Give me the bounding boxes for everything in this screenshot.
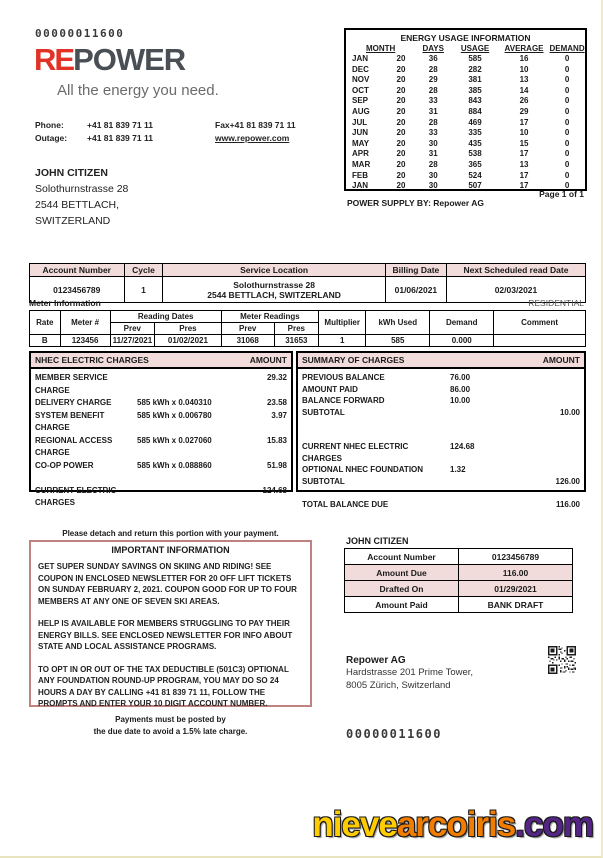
service-location-line: Solothurnstrasse 28: [233, 279, 315, 290]
payment-label: Drafted On: [345, 581, 459, 597]
summary-charges-box: [296, 351, 586, 509]
site-watermark: [312, 805, 593, 845]
summary-charges-body: [298, 369, 584, 510]
charge-amount: 23.58: [266, 398, 287, 407]
cell: 31: [428, 106, 438, 116]
cell: MAR: [352, 159, 371, 169]
cell: 16: [519, 54, 529, 63]
contact-row: [35, 120, 296, 133]
power-supply-by: POWER SUPPLY BY: Repower AG: [347, 198, 484, 208]
service-location-header: Service Location: [163, 264, 385, 277]
account-number-value: 0123456789: [30, 277, 125, 303]
account-header-row: [30, 264, 586, 277]
summary-amount: 126.00: [555, 476, 580, 486]
repower-logo: [34, 42, 185, 78]
logo-tagline: All the energy you need.: [57, 82, 219, 99]
col-average: AVERAGE: [504, 44, 544, 53]
cell: 20: [396, 128, 406, 138]
remit-address-line: Hardstrasse 201 Prime Tower,: [346, 667, 474, 678]
cell: 0: [564, 75, 570, 85]
summary-label: TOTAL BALANCE DUE: [302, 499, 389, 509]
payment-customer-name: JOHN CITIZEN: [346, 536, 409, 546]
cell: 0: [564, 138, 570, 148]
cell: 0: [564, 64, 570, 74]
summary-amount: [528, 384, 580, 396]
payment-value: 116.00: [459, 565, 573, 581]
cycle-header: Cycle: [124, 264, 163, 277]
comment-header: Comment: [494, 311, 586, 335]
usage-row: [346, 160, 585, 171]
rate-header: Rate: [30, 311, 61, 335]
summary-label: SUBTOTAL: [302, 407, 345, 417]
phone-label: Phone:: [35, 120, 64, 130]
multiplier-header: Multiplier: [319, 311, 366, 335]
cell: 10: [519, 128, 529, 138]
remit-address-block: [346, 655, 473, 692]
logo-power-text: POWER: [73, 42, 186, 77]
summary-row-spacer: [302, 430, 580, 442]
cell: 33: [428, 128, 438, 138]
usage-row: [346, 86, 585, 97]
mr-prev-value: 31068: [221, 335, 274, 347]
customer-name: JOHN CITIZEN: [35, 167, 108, 179]
cell: NOV: [352, 75, 370, 85]
usage-row: [346, 128, 585, 139]
charge-amount: 15.83: [266, 435, 287, 445]
customer-address-line: 2544 BETTLACH,: [35, 199, 120, 211]
reading-dates-header: Reading Dates: [110, 311, 221, 323]
summary-mid: [450, 476, 528, 488]
watermark-dot-com: .com: [515, 805, 593, 844]
charge-label: CURRENT ELECTRIC CHARGES: [35, 485, 117, 507]
cell: 17: [519, 181, 529, 191]
late-charge-line: the due date to avoid a 1.5% late charge.: [93, 727, 248, 736]
energy-header-row: [346, 43, 585, 54]
payment-summary-table: [344, 548, 573, 613]
summary-mid: [450, 407, 528, 419]
payment-value: BANK DRAFT: [459, 597, 573, 613]
important-info-paragraph: TO OPT IN OR OUT OF THE TAX DEDUCTIBLE (501C3) OPTIONAL ANY FOUNDATION ROUND-UP PROGRAM, YOU MAY DO SO 24 HOURS A DAY BY CALLING +41 81 839 71 11, FOLLOW THE PROMPTS AND ENTER YOUR 10 DIGIT ACCOUNT NUMBER.: [38, 664, 289, 708]
cell: 36: [428, 54, 438, 63]
charge-label: REGIONAL ACCESS CHARGE: [35, 435, 113, 457]
cell: FEB: [352, 170, 368, 180]
cell: 14: [519, 85, 529, 95]
mr-pres-header: Pres: [274, 323, 318, 335]
cell: 884: [468, 106, 482, 116]
payment-row: [345, 565, 573, 581]
summary-mid: 76.00: [450, 373, 471, 382]
outage-value: +41 81 839 71 11: [87, 133, 153, 143]
cell: 0: [564, 85, 570, 95]
comment-value: [494, 335, 586, 347]
cell: AUG: [352, 106, 370, 116]
payment-row: [345, 581, 573, 597]
rate-value: B: [30, 335, 61, 347]
watermark-arcoiris: arcoiris: [396, 805, 516, 844]
cell: 507: [468, 181, 482, 191]
summary-row: [302, 499, 580, 511]
meter-value-row: [30, 335, 586, 347]
nhec-charges-title: NHEC ELECTRIC CHARGES: [35, 355, 149, 365]
meter-header-row: [30, 311, 586, 323]
charge-calc: 585 kWh x 0.040310: [137, 398, 212, 407]
outage-label: Outage:: [35, 133, 68, 143]
charge-label: CO-OP POWER: [35, 460, 94, 470]
cell: JAN: [352, 181, 369, 191]
cell: 385: [468, 85, 482, 95]
charge-row-spacer: [35, 472, 287, 485]
summary-label: AMOUNT PAID: [302, 384, 358, 394]
meter-information-label: Meter Information: [29, 298, 101, 308]
customer-address-line: Solothurnstrasse 28: [35, 183, 129, 195]
customer-address-block: [35, 165, 128, 229]
fax-value: Fax+41 81 839 71 11: [215, 120, 296, 130]
cell: 0: [564, 128, 570, 138]
summary-row: [302, 464, 580, 476]
usage-row: [346, 75, 585, 86]
charge-row: [35, 435, 287, 460]
energy-usage-title: ENERGY USAGE INFORMATION: [400, 33, 531, 43]
col-days: DAYS: [422, 44, 444, 53]
summary-mid: 86.00: [450, 384, 471, 394]
cell: 17: [519, 149, 529, 159]
cell: MAY: [352, 138, 370, 148]
summary-row-spacer: [302, 487, 580, 499]
summary-row: [302, 441, 580, 464]
cell: 17: [519, 170, 529, 180]
cell: 13: [519, 75, 529, 85]
cell: 28: [428, 64, 438, 74]
residential-label: RESIDENTIAL: [528, 298, 584, 308]
cell: 0: [564, 96, 570, 106]
payment-label: Account Number: [345, 549, 459, 565]
rd-prev-header: Prev: [110, 323, 154, 335]
cell: 20: [396, 64, 406, 74]
mr-pres-value: 31653: [274, 335, 318, 347]
summary-row: [302, 384, 580, 396]
payment-value: 0123456789: [459, 549, 573, 565]
cell: 20: [396, 54, 406, 63]
charge-calc: 585 kWh x 0.027060: [137, 435, 212, 445]
meter-table: [29, 310, 586, 347]
summary-amount: 10.00: [559, 407, 580, 417]
summary-row-spacer: [302, 418, 580, 430]
charge-row: [35, 460, 287, 473]
summary-row: [302, 407, 580, 419]
summary-mid: [450, 499, 528, 511]
cell: 0: [564, 106, 570, 116]
cell: 365: [468, 159, 482, 169]
charge-row: [35, 485, 287, 510]
summary-label: BALANCE FORWARD: [302, 396, 385, 405]
summary-charges-title: SUMMARY OF CHARGES: [302, 355, 405, 365]
cell: JUN: [352, 128, 369, 138]
charge-amount: 29.32: [266, 373, 287, 382]
summary-mid: 124.68: [450, 442, 475, 451]
charge-amount: 124.68: [262, 485, 287, 495]
cell: 28: [428, 117, 438, 127]
summary-label: SUBTOTAL: [302, 476, 345, 486]
rd-prev-value: 11/27/2021: [110, 335, 154, 347]
usage-row: [346, 54, 585, 65]
payment-value: 01/29/2021: [459, 581, 573, 597]
summary-label: PREVIOUS BALANCE: [302, 373, 385, 382]
cell: 29: [428, 75, 438, 85]
cell: 538: [468, 149, 482, 159]
col-month: MONTH: [365, 44, 396, 53]
cell: 13: [519, 159, 529, 169]
summary-amount: [528, 441, 580, 464]
charge-label: MEMBER SERVICE CHARGE: [35, 373, 108, 395]
cell: OCT: [352, 85, 369, 95]
cell: 20: [396, 170, 406, 180]
energy-usage-grid: [346, 43, 585, 192]
col-usage: USAGE: [460, 44, 490, 53]
usage-row: [346, 65, 585, 76]
cell: 26: [519, 96, 529, 106]
summary-row: [302, 395, 580, 407]
col-demand: DEMAND: [549, 44, 585, 53]
cell: 20: [396, 96, 406, 106]
cell: 0: [564, 149, 570, 159]
account-value-row: [30, 277, 586, 303]
charge-calc: [137, 372, 237, 397]
cell: 282: [468, 64, 482, 74]
usage-row: [346, 149, 585, 160]
charge-calc: 585 kWh x 0.006780: [137, 410, 212, 420]
charge-row: [35, 397, 287, 410]
charge-row: [35, 410, 287, 435]
cell: JUL: [352, 117, 368, 127]
energy-usage-table: [344, 28, 587, 191]
meter-number-header: Meter #: [60, 311, 110, 335]
cell: 335: [468, 128, 482, 138]
service-location-line: 2544 BETTLACH, SWITZERLAND: [207, 289, 341, 300]
mr-prev-header: Prev: [221, 323, 274, 335]
rd-pres-header: Pres: [155, 323, 222, 335]
demand-value: 0.000: [430, 335, 494, 347]
top-barcode-number: 00000011600: [35, 27, 125, 40]
important-info-paragraph: GET SUPER SUNDAY SAVINGS ON SKIING AND RIDING! SEE COUPON IN ENCLOSED NEWSLETTER FOR 20 OFF LIFT TICKETS ON SUNDAY FEBRUARY 2, 2021. COUPON GOOD FOR UP TO FOUR MEMBERS AT ANY ONE OF SEVEN SKI AREAS.: [38, 562, 297, 606]
cell: 20: [396, 181, 406, 191]
payment-row: [345, 549, 573, 565]
cell: 10: [519, 64, 529, 74]
rd-pres-value: 01/02/2021: [155, 335, 222, 347]
cell: 30: [428, 181, 438, 191]
charge-calc: [137, 485, 237, 510]
customer-address-line: SWITZERLAND: [35, 215, 111, 227]
cell: 20: [396, 85, 406, 95]
charge-calc: 585 kWh x 0.088860: [137, 460, 212, 470]
cell: APR: [352, 149, 369, 159]
account-number-header: Account Number: [30, 264, 125, 277]
cell: 0: [564, 117, 570, 127]
cell: 843: [468, 96, 482, 106]
usage-row: [346, 107, 585, 118]
cell: 28: [428, 159, 438, 169]
charge-row: [35, 372, 287, 397]
cell: 20: [396, 117, 406, 127]
cell: 28: [428, 85, 438, 95]
cell: 381: [468, 75, 482, 85]
usage-row: [346, 118, 585, 129]
cycle-value: 1: [124, 277, 163, 303]
cell: 0: [564, 159, 570, 169]
nhec-charges-header: [31, 353, 291, 369]
cell: 0: [564, 54, 570, 63]
summary-mid: 10.00: [450, 396, 471, 405]
cell: 469: [468, 117, 482, 127]
bottom-barcode-number: 00000011600: [346, 727, 442, 741]
cell: 0: [564, 170, 570, 180]
billing-date-header: Billing Date: [385, 264, 446, 277]
cell: 30: [428, 138, 438, 148]
summary-charges-header: [298, 353, 584, 369]
cell: 31: [428, 149, 438, 159]
kwh-used-value: 585: [366, 335, 430, 347]
account-table: [29, 263, 586, 303]
cell: 585: [468, 54, 482, 63]
qr-code: [548, 646, 576, 674]
usage-row: [346, 171, 585, 182]
important-info-paragraph: HELP IS AVAILABLE FOR MEMBERS STRUGGLING TO PAY THEIR ENERGY BILLS. SEE ENCLOSED NEWSLETTER FOR INFO ABOUT STATE AND LOCAL ASSISTANCE PROGRAMS.: [38, 619, 293, 651]
payment-label: Amount Due: [345, 565, 459, 581]
cell: 20: [396, 75, 406, 85]
charge-amount: 3.97: [271, 410, 287, 420]
logo-re-mark: RE: [34, 42, 74, 77]
phone-value: +41 81 839 71 11: [87, 120, 153, 130]
cell: 435: [468, 138, 482, 148]
nhec-charges-body: [31, 369, 291, 510]
summary-row: [302, 372, 580, 384]
kwh-used-header: kWh Used: [366, 311, 430, 335]
nhec-charges-box: [29, 351, 293, 507]
watermark-nieve: nieve: [312, 805, 397, 844]
summary-mid: 1.32: [450, 465, 466, 474]
next-read-header: Next Scheduled read Date: [446, 264, 585, 277]
charge-label: SYSTEM BENEFIT CHARGE: [35, 410, 105, 432]
cell: 20: [396, 106, 406, 116]
summary-amount: [528, 395, 580, 407]
cell: 29: [519, 106, 529, 116]
nhec-amount-label: AMOUNT: [249, 355, 287, 365]
cell: 17: [519, 117, 529, 127]
service-location-value: [163, 277, 385, 303]
remit-address-line: 8005 Zürich, Switzerland: [346, 680, 451, 691]
multiplier-value: 1: [319, 335, 366, 347]
cell: 524: [468, 170, 482, 180]
cell: DEC: [352, 64, 369, 74]
remit-company: Repower AG: [346, 655, 406, 666]
cell: 30: [428, 170, 438, 180]
contact-block: [35, 120, 296, 146]
cell: 33: [428, 96, 438, 106]
usage-row: [346, 139, 585, 150]
meter-readings-header: Meter Readings: [221, 311, 318, 323]
billing-date-value: 01/06/2021: [385, 277, 446, 303]
late-charge-note: [29, 714, 312, 738]
next-read-value: 02/03/2021: [446, 277, 585, 303]
summary-amount: [528, 372, 580, 384]
demand-header: Demand: [430, 311, 494, 335]
important-information-box: [29, 540, 312, 707]
late-charge-line: Payments must be posted by: [115, 715, 226, 724]
contact-row: [35, 133, 296, 146]
summary-amount: [528, 464, 580, 476]
summary-label: CURRENT NHEC ELECTRIC CHARGES: [302, 442, 409, 463]
summary-amount: 116.00: [555, 499, 580, 509]
cell: SEP: [352, 96, 369, 106]
summary-row: [302, 476, 580, 488]
detach-note: Please detach and return this portion with your payment.: [62, 529, 279, 538]
cell: JAN: [352, 54, 369, 63]
important-information-title: IMPORTANT INFORMATION: [111, 545, 230, 555]
cell: 20: [396, 138, 406, 148]
charge-amount: 51.98: [266, 460, 287, 470]
cell: 20: [396, 149, 406, 159]
cell: 20: [396, 159, 406, 169]
payment-label: Amount Paid: [345, 597, 459, 613]
cell: 0: [564, 181, 570, 191]
meter-number-value: 123456: [60, 335, 110, 347]
page-indicator: Page 1 of 1: [539, 189, 584, 199]
charge-label: DELIVERY CHARGE: [35, 398, 112, 407]
summary-label: OPTIONAL NHEC FOUNDATION: [302, 465, 424, 474]
payment-row: [345, 597, 573, 613]
website-link[interactable]: www.repower.com: [215, 133, 290, 143]
summary-amount-label: AMOUNT: [542, 355, 580, 365]
usage-row: [346, 96, 585, 107]
cell: 15: [519, 138, 529, 148]
